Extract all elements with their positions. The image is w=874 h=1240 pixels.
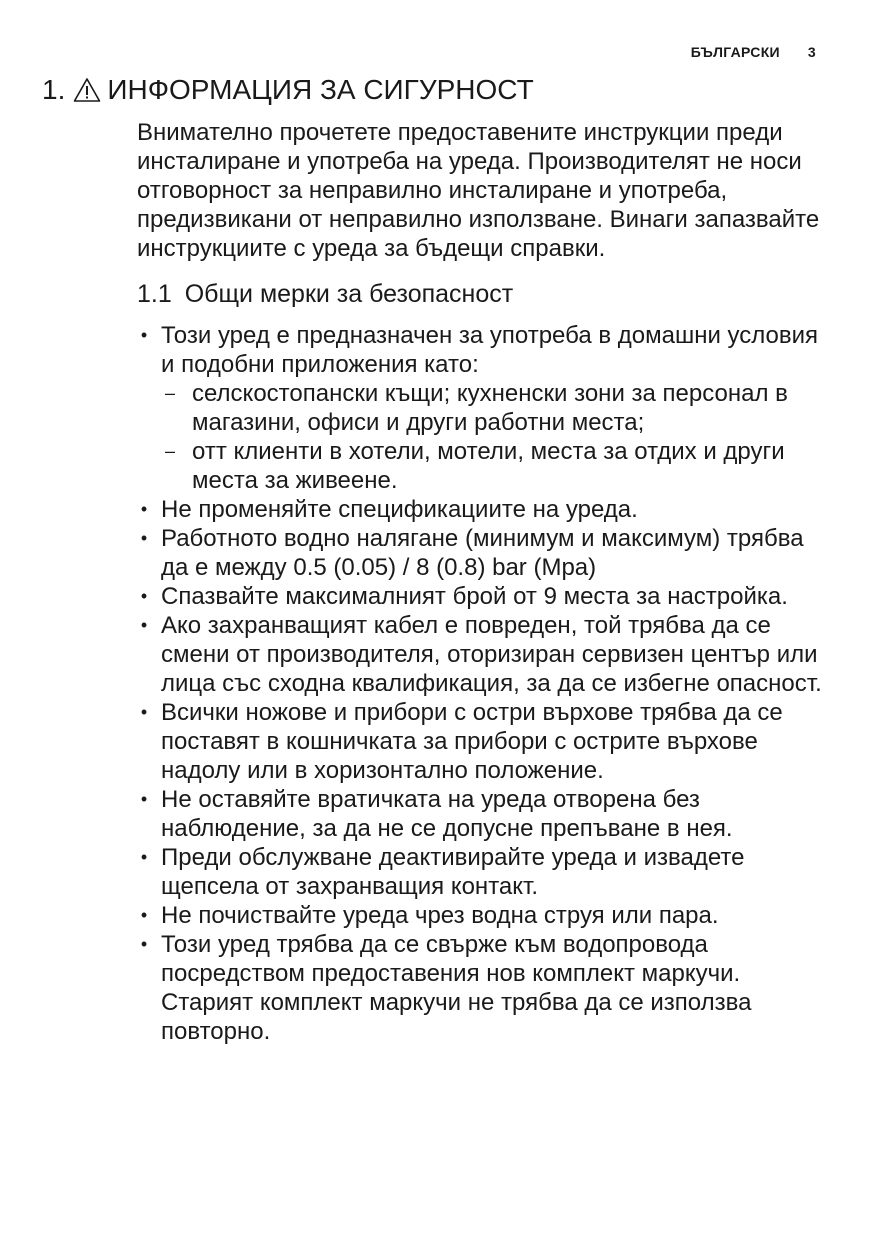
list-item xyxy=(137,698,827,785)
list-item xyxy=(137,611,827,698)
list-item-text: Не променяйте спецификациите на уреда. xyxy=(161,496,638,523)
bullet-marker: • xyxy=(140,528,148,548)
bullet-marker: • xyxy=(140,615,148,635)
sub-list-item xyxy=(161,437,827,495)
list-item xyxy=(137,930,827,1046)
list-item-text: Всички ножове и прибори с остри върхове трябва да се поставят в кошничката за прибори с острите върхове надолу или в хоризонтално положение. xyxy=(161,699,783,784)
sub-list-item-text: отт клиенти в хотели, мотели, места за отдих и други места за живеене. xyxy=(192,438,785,494)
bullet-marker: • xyxy=(140,702,148,722)
list-item xyxy=(137,901,827,930)
sub-list-item-text: селскостопански къщи; кухненски зони за персонал в магазини, офиси и други работни места; xyxy=(192,380,788,436)
header-language: БЪЛГАРСКИ xyxy=(690,44,780,60)
list-item xyxy=(137,495,827,524)
sub-list-item xyxy=(161,379,827,437)
list-item-text: Спазвайте максималният брой от 9 места за настройка. xyxy=(161,583,788,610)
bullet-marker: • xyxy=(140,789,148,809)
bullet-marker: • xyxy=(140,934,148,954)
list-item-text: Работното водно налягане (минимум и максимум) трябва да е между 0.5 (0.05) / 8 (0.8) bar (Mpa) xyxy=(161,525,804,581)
list-item-text: Не оставяйте вратичката на уреда отворена без наблюдение, за да не се допусне препъване в нея. xyxy=(161,786,733,842)
intro-paragraph: Внимателно прочетете предоставените инструкции преди инсталиране и употреба на уреда. Производителят не носи отговорност за неправилно инсталиране и употреба, предизвикани от неправилно използване. Винаги запазвайте инструкциите с уреда за бъдещи справки. xyxy=(137,119,820,262)
list-item xyxy=(137,785,827,843)
dash-marker: – xyxy=(165,383,176,403)
list-item-text: Този уред е предназначен за употреба в домашни условия и подобни приложения като: xyxy=(161,322,819,378)
bullet-marker: • xyxy=(140,499,148,519)
list-item-text: Ако захранващият кабел е повреден, той трябва да се смени от производителя, оторизиран сервизен център или лица със сходна квалификация, за да се избегне опасност. xyxy=(161,612,822,697)
bullet-marker: • xyxy=(140,325,148,345)
warning-triangle-icon xyxy=(73,77,101,103)
running-header xyxy=(691,44,816,60)
section-number: 1. xyxy=(42,74,66,105)
safety-list xyxy=(137,321,827,1046)
page-number: 3 xyxy=(807,44,816,60)
list-item xyxy=(137,524,827,582)
section-title xyxy=(42,74,534,106)
subsection-title-text: Общи мерки за безопасност xyxy=(184,280,514,308)
dash-marker: – xyxy=(165,441,176,461)
subsection-number: 1.1 xyxy=(137,280,172,308)
page-content xyxy=(137,118,827,1046)
list-item xyxy=(137,843,827,901)
subsection-title xyxy=(137,279,827,309)
list-item xyxy=(137,321,827,495)
section-title-text: ИНФОРМАЦИЯ ЗА СИГУРНОСТ xyxy=(107,74,534,105)
sub-list xyxy=(161,379,827,495)
bullet-marker: • xyxy=(140,905,148,925)
list-item xyxy=(137,582,827,611)
list-item-text: Преди обслужване деактивирайте уреда и извадете щепсела от захранващия контакт. xyxy=(161,844,745,900)
bullet-marker: • xyxy=(140,586,148,606)
list-item-text: Не почиствайте уреда чрез водна струя или пара. xyxy=(161,902,719,929)
list-item-text: Този уред трябва да се свърже към водопровода посредством предоставения нов комплект маркучи. Старият комплект маркучи не трябва да се използва повторно. xyxy=(161,931,752,1045)
bullet-marker: • xyxy=(140,847,148,867)
